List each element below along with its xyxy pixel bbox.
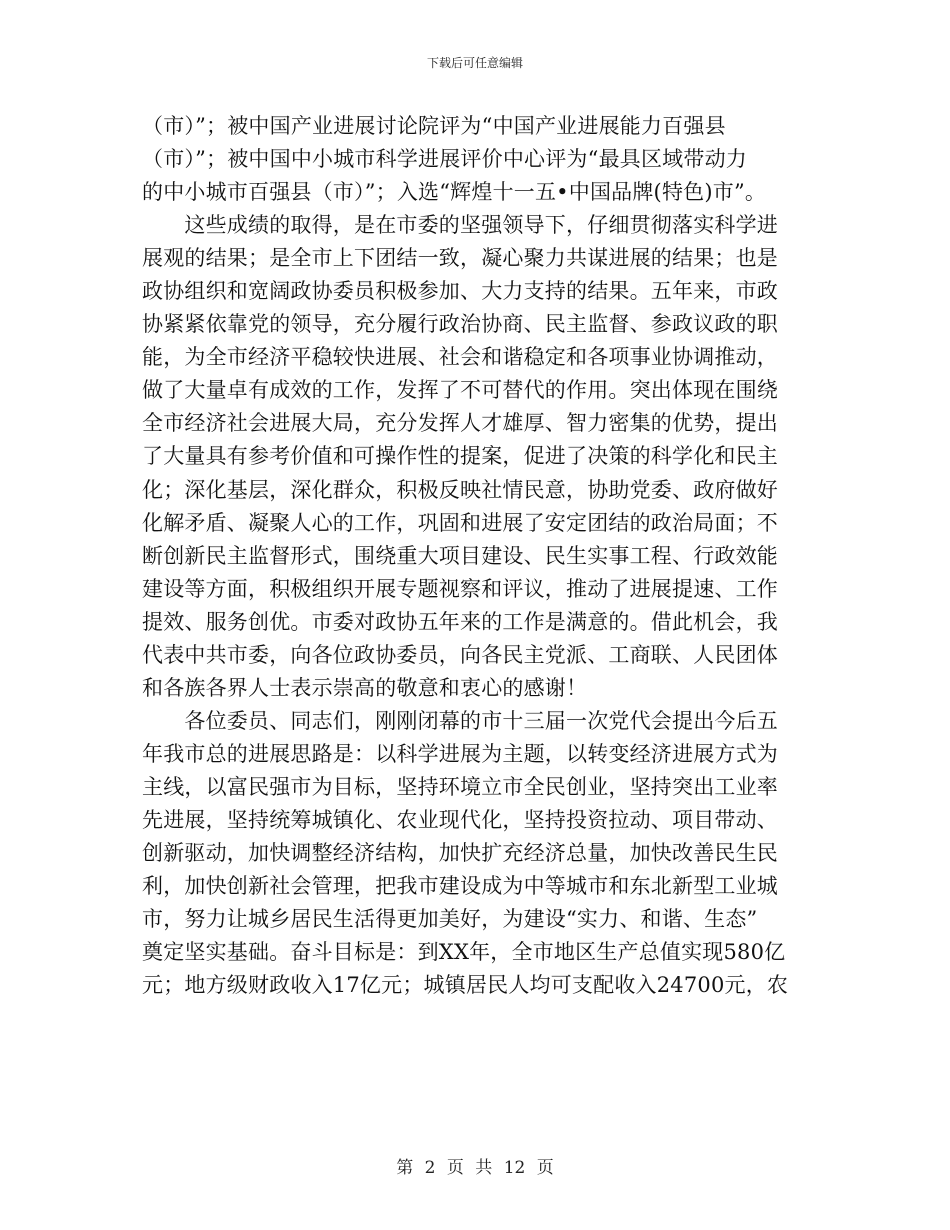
text-line: 政协组织和宽阔政协委员积极参加、大力支持的结果。五年来，市政 [142, 279, 778, 304]
page-header: 下载后可任意编辑 [426, 56, 523, 70]
text-line: 协紧紧依靠党的领导，充分履行政治协商、民主监督、参政议政的职 [142, 312, 778, 337]
text-line: 做了大量卓有成效的工作，发挥了不可替代的作用。突出体现在围绕 [142, 378, 778, 403]
text-line: 元；地方级财政收入17亿元；城镇居民人均可支配收入24700元，农 [142, 973, 789, 998]
text-line: 代表中共市委，向各位政协委员，向各民主党派、工商联、人民团体 [142, 642, 778, 667]
text-line: 利，加快创新社会管理，把我市建设成为中等城市和东北新型工业城 [142, 874, 778, 899]
text-line: （市）”；被中国产业进展讨论院评为“中国产业进展能力百强县 [142, 114, 726, 138]
text-line: 先进展，坚持统筹城镇化、农业现代化，坚持投资拉动、项目带动、 [142, 807, 778, 832]
text-line: 化解矛盾、凝聚人心的工作，巩固和进展了安定团结的政治局面；不 [142, 510, 778, 535]
text-line: 年我市总的进展思路是：以科学进展为主题，以转变经济进展方式为 [142, 741, 778, 766]
text-line: 的中小城市百强县（市）”；入选“辉煌十一五•中国品牌(特色)市”。 [142, 180, 767, 205]
text-line: 奠定坚实基础。奋斗目标是：到XX年，全市地区生产总值实现580亿 [142, 940, 786, 965]
page-footer: 第 2 页 共 12 页 [396, 1158, 554, 1178]
text-line: 化；深化基层，深化群众，积极反映社情民意，协助党委、政府做好 [142, 477, 778, 502]
text-line: 和各族各界人士表示崇高的敬意和衷心的感谢！ [142, 675, 588, 700]
document-body [142, 110, 808, 1002]
text-line: 断创新民主监督形式，围绕重大项目建设、民生实事工程、行政效能 [142, 543, 778, 568]
text-line: 市，努力让城乡居民生活得更加美好，为建设“实力、和谐、生态” [142, 907, 758, 932]
text-line: 建设等方面，积极组织开展专题视察和评议，推动了进展提速、工作 [142, 576, 778, 601]
text-line: （市）”；被中国中小城市科学进展评价中心评为“最具区域带动力 [142, 147, 747, 172]
text-line: 全市经济社会进展大局，充分发挥人才雄厚、智力密集的优势，提出 [142, 411, 778, 436]
text-line: 创新驱动，加快调整经济结构，加快扩充经济总量，加快改善民生民 [142, 841, 778, 866]
text-line: 这些成绩的取得，是在市委的坚强领导下，仔细贯彻落实科学进 [142, 213, 778, 238]
text-line: 提效、服务创优。市委对政协五年来的工作是满意的。借此机会，我 [142, 609, 778, 634]
text-line: 各位委员、同志们，刚刚闭幕的市十三届一次党代会提出今后五 [142, 708, 778, 733]
text-line: 主线，以富民强市为目标，坚持环境立市全民创业，坚持突出工业率 [142, 774, 778, 799]
text-line: 了大量具有参考价值和可操作性的提案，促进了决策的科学化和民主 [142, 444, 778, 469]
text-line: 展观的结果；是全市上下团结一致，凝心聚力共谋进展的结果；也是 [142, 246, 778, 271]
text-line: 能，为全市经济平稳较快进展、社会和谐稳定和各项事业协调推动， [142, 345, 778, 370]
